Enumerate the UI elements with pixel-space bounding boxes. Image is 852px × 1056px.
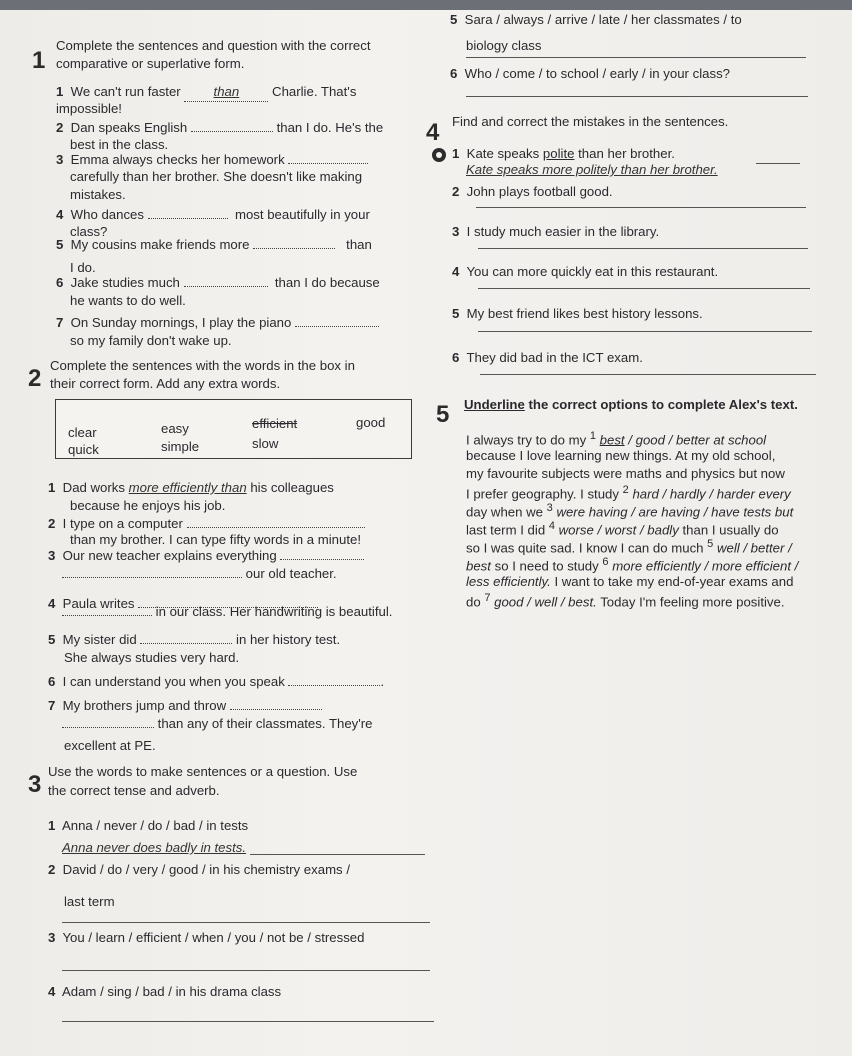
ex1-blank-7[interactable] <box>295 326 379 327</box>
ex1-sentence-7-cont: so my family don't wake up. <box>70 333 232 348</box>
ex4-line-3[interactable] <box>478 248 808 249</box>
ex4-item-2: 2 John plays football good. <box>452 184 613 199</box>
ex3-answer-1: Anna never does badly in tests. <box>62 840 247 855</box>
exercise-3-title: Use the words to make sentences or a question. Use <box>48 764 358 779</box>
ex4-item-6: 6 They did bad in the ICT exam. <box>452 350 643 365</box>
exercise-1-number: 1 <box>32 47 46 74</box>
ex3-item-2: 2 David / do / very / good / in his chemistry exams / <box>48 862 350 877</box>
ex2-blank-7a[interactable] <box>230 709 322 710</box>
ex1-sentence-5: 5 My cousins make friends more than <box>56 237 372 252</box>
ex5-line-9: less efficiently. I want to take my end-of-year exams and <box>466 574 794 589</box>
exercise-4-number: 4 <box>426 119 440 146</box>
ex1-blank-6[interactable] <box>184 286 268 287</box>
ex4-item-4: 4 You can more quickly eat in this restaurant. <box>452 264 719 279</box>
ex1-sentence-4-cont: class? <box>70 224 108 239</box>
ex2-blank-3b[interactable] <box>62 577 242 578</box>
top-edge <box>0 0 852 10</box>
exercise-2-title-line2: their correct form. Add any extra words. <box>50 376 281 391</box>
ex2-sentence-2-cont: than my brother. I can type fifty words in a minute! <box>70 532 361 547</box>
word-clear: clear <box>68 425 97 440</box>
ex2-sentence-2: 2 I type on a computer <box>48 516 365 533</box>
ex4-line-5[interactable] <box>478 331 812 332</box>
ex4-item-3: 3 I study much easier in the library. <box>452 224 660 239</box>
ex5-options-3[interactable]: were having / are having / have tests but <box>556 504 794 520</box>
ex1-sentence-5-cont: I do. <box>70 260 96 275</box>
ex4-line-4[interactable] <box>478 288 810 289</box>
exercise-4-title: Find and correct the mistakes in the sentences. <box>452 114 729 129</box>
ex2-sentence-6: 6 I can understand you when you speak . <box>48 674 385 689</box>
ex5-options-6[interactable]: more efficiently / more efficient / <box>612 558 799 574</box>
ex2-sentence-4: 4 Paula writes <box>48 596 318 613</box>
ex5-line-6: last term I did $^4$ worse / worst / badly than I usually do <box>466 520 779 538</box>
ex2-sentence-5: 5 My sister did in her history test. <box>48 632 341 647</box>
ex5-line-4: I prefer geography. I study $^2$ hard / hardly / harder every <box>466 484 791 502</box>
ex1-blank-4[interactable] <box>148 218 228 219</box>
ex1-sentence-7: 7 On Sunday mornings, I play the piano <box>56 315 379 332</box>
word-easy: easy <box>161 421 189 436</box>
ex2-sentence-5-cont: She always studies very hard. <box>64 650 240 665</box>
exercise-1-title: Complete the sentences and question with the correct <box>56 38 371 53</box>
ex5-line-1: I always try to do my $^1$ best / good / better at school <box>466 430 767 448</box>
ex2-sentence-1-cont: because he enjoys his job. <box>70 498 226 513</box>
ex4-answer-1: Kate speaks more politely than her brother. <box>466 162 718 177</box>
word-slow: slow <box>252 436 279 451</box>
ex4-line-1[interactable] <box>756 163 800 164</box>
ex3-line-4[interactable] <box>62 1021 434 1022</box>
ex1-sentence-3: 3 Emma always checks her homework <box>56 152 368 169</box>
ex5-option-best[interactable]: best <box>599 432 625 448</box>
ex2-sentence-7-cont2: excellent at PE. <box>64 738 156 753</box>
ex2-sentence-7: 7 My brothers jump and throw <box>48 698 322 715</box>
ex1-sentence-1: 1 We can't run faster than Charlie. That's <box>56 84 356 102</box>
word-efficient: efficient <box>252 416 298 431</box>
ex2-sentence-3: 3 Our new teacher explains everything <box>48 548 364 565</box>
ex2-answer-1: more efficiently than <box>128 480 247 495</box>
ex1-blank-3[interactable] <box>288 163 368 164</box>
ex4-line-6[interactable] <box>480 374 816 375</box>
ex2-blank-7b[interactable] <box>62 727 154 728</box>
ex1-sentence-2-cont: best in the class. <box>70 137 169 152</box>
ex1-blank-2[interactable] <box>191 131 273 132</box>
ex5-options-4[interactable]: worse / worst / badly <box>558 522 679 538</box>
ex2-blank-2[interactable] <box>187 527 365 528</box>
ex5-line-8: best so I need to study $^6$ more efficiently / more efficient / <box>466 556 799 574</box>
ex3-line-6[interactable] <box>466 96 808 97</box>
ex4-item-5: 5 My best friend likes best history lessons. <box>452 306 703 321</box>
ex5-options-7[interactable]: good / well / best. <box>494 594 597 610</box>
ex3-item-4: 4 Adam / sing / bad / in his drama class <box>48 984 282 999</box>
ex2-sentence-3-cont: our old teacher. <box>62 566 337 583</box>
ex1-sentence-6-cont: he wants to do well. <box>70 293 186 308</box>
word-simple: simple <box>161 439 200 454</box>
exercise-2-number: 2 <box>28 365 42 392</box>
ex1-sentence-1-cont: impossible! <box>56 101 122 116</box>
ex3-line-5[interactable] <box>466 57 806 58</box>
exercise-3-number: 3 <box>28 771 42 798</box>
ex5-line-5: day when we $^3$ were having / are having / have tests but <box>466 502 794 520</box>
ex2-blank-6[interactable] <box>288 685 380 686</box>
ex2-blank-4b[interactable] <box>62 615 152 616</box>
word-box <box>55 399 412 459</box>
exercise-2-title: Complete the sentences with the words in the box in <box>50 358 355 373</box>
ex5-line-2: because I love learning new things. At my old school, <box>466 448 776 463</box>
ex1-sentence-3-cont2: mistakes. <box>70 187 126 202</box>
ex2-sentence-7-cont: than any of their classmates. They're <box>62 716 373 733</box>
ex3-item-5: 5 Sara / always / arrive / late / her classmates / to <box>450 12 742 27</box>
word-quick: quick <box>68 442 99 457</box>
exercise-3-title-line2: the correct tense and adverb. <box>48 783 220 798</box>
exercise-5-number: 5 <box>436 401 450 428</box>
ex1-sentence-4: 4 Who dances most beautifully in your <box>56 207 370 222</box>
ex3-item-6: 6 Who / come / to school / early / in your class? <box>450 66 730 81</box>
ex3-item-1: 1 Anna / never / do / bad / in tests <box>48 818 249 833</box>
ex1-answer-1: than <box>184 84 268 102</box>
target-icon <box>432 148 446 162</box>
word-good: good <box>356 415 386 430</box>
ex5-options-2[interactable]: hard / hardly / harder every <box>632 486 791 502</box>
ex1-sentence-2: 2 Dan speaks English than I do. He's the <box>56 120 384 135</box>
ex3-item-5-cont: biology class <box>466 38 542 53</box>
ex3-item-2-cont: last term <box>64 894 115 909</box>
ex4-line-2[interactable] <box>476 207 806 208</box>
ex3-item-3: 3 You / learn / efficient / when / you / not be / stressed <box>48 930 365 945</box>
exercise-5-title: Underline the correct options to complete Alex's text. <box>464 397 798 412</box>
ex5-options-5[interactable]: well / better / <box>716 540 792 556</box>
ex2-sentence-4-cont: in our class. Her handwriting is beautiful. <box>62 604 392 621</box>
ex3-line-2[interactable] <box>62 922 430 923</box>
ex3-line-1[interactable] <box>250 854 425 855</box>
ex5-line-3: my favourite subjects were maths and physics but now <box>466 466 785 481</box>
ex4-item-1: 1 Kate speaks polite than her brother. <box>452 146 675 161</box>
ex1-blank-5[interactable] <box>253 248 335 249</box>
ex2-sentence-1: 1 Dad works more efficiently than his colleagues <box>48 480 334 495</box>
ex2-blank-5[interactable] <box>140 643 232 644</box>
ex5-line-7: so I was quite sad. I know I can do much $^5$ well / better / <box>466 538 792 556</box>
ex2-blank-3a[interactable] <box>280 559 364 560</box>
ex3-line-3[interactable] <box>62 970 430 971</box>
ex1-sentence-6: 6 Jake studies much than I do because <box>56 275 380 290</box>
ex5-line-10: do $^7$ good / well / best. Today I'm feeling more positive. <box>466 592 785 610</box>
exercise-1-title-line2: comparative or superlative form. <box>56 56 245 71</box>
ex1-sentence-3-cont: carefully than her brother. She doesn't like making <box>70 169 363 184</box>
